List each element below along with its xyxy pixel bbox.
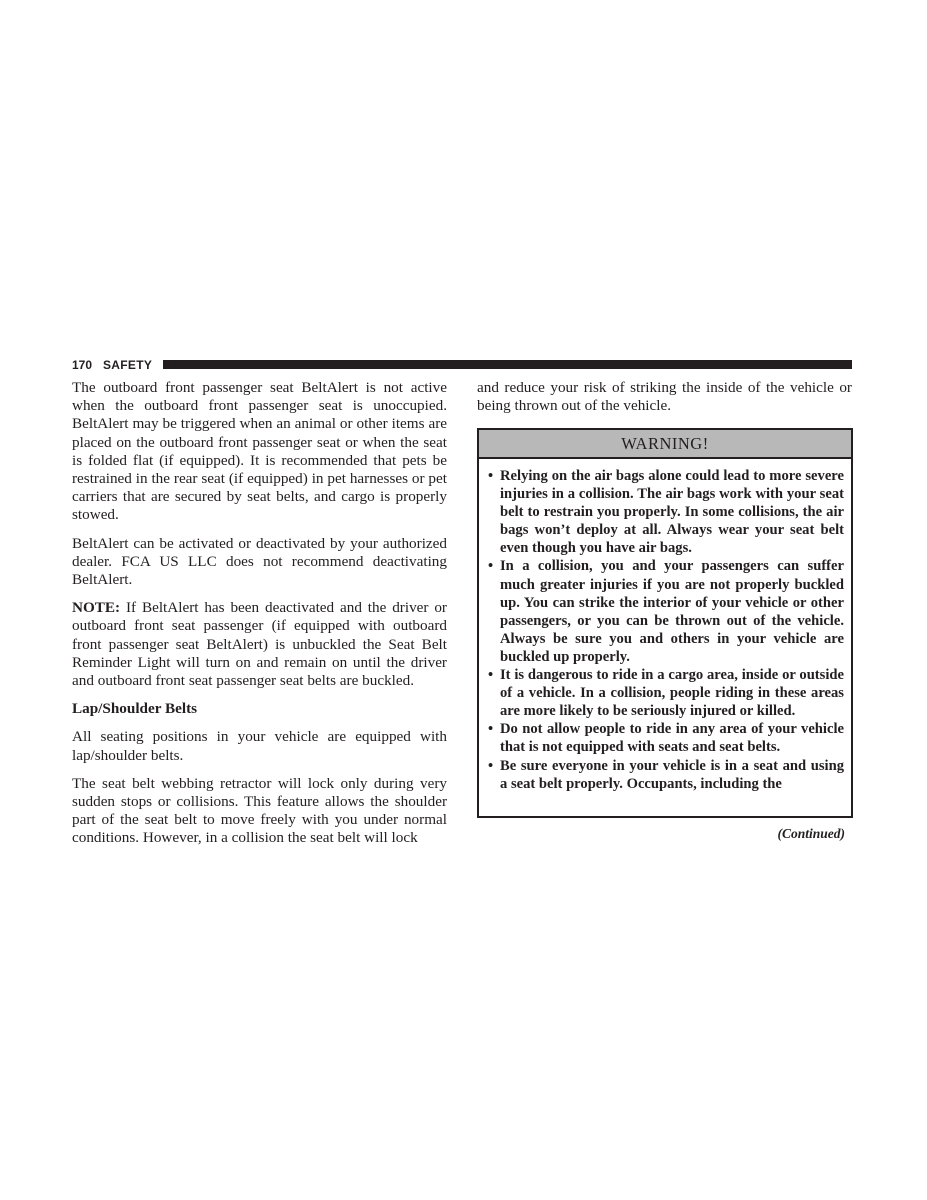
- note-text: If BeltAlert has been deactivated and the driver or outboard front seat passenger (if equipped with outboard front passenger seat BeltAlert) is unbuckled the Seat Belt Reminder Light will turn on and remain on until the driver and outboard front seat passenger seat belts are buckled.: [72, 599, 447, 690]
- beltalert-occupancy-paragraph: The outboard front passenger seat BeltAlert is not active when the outboard front passenger seat is unoccupied. BeltAlert may be triggered when an animal or other items are placed on the outboard front passenger seat or when the seat is folded flat (if equipped). It is recommended that pets be restrained in the rear seat (if equipped) in pet harnesses or pet carriers that are secured by seat belts, and cargo is properly stowed.: [72, 379, 447, 524]
- note-paragraph: [72, 599, 447, 690]
- warning-item: [488, 666, 844, 720]
- warning-item-text: Relying on the air bags alone could lead to more severe injuries in a collision. The air bags work with your seat belt to restrain you properly. In some collisions, the air bags won’t deploy at all. Always wear your seat belt even though you have air bags.: [500, 468, 844, 557]
- note-label: NOTE:: [72, 599, 121, 617]
- warning-item-text: It is dangerous to ride in a cargo area, inside or outside of a vehicle. In a collision, people riding in these areas are more likely to be seriously injured or killed.: [500, 667, 844, 720]
- retractor-paragraph: The seat belt webbing retractor will lock only during very sudden stops or collisions. This feature allows the shoulder part of the seat belt to move freely with you under normal conditions. However, in a collision the seat belt will lock: [72, 774, 447, 847]
- left-column: [72, 379, 447, 848]
- warning-title: WARNING!: [479, 430, 851, 459]
- right-column: [477, 379, 852, 415]
- warning-item-text: In a collision, you and your passengers can suffer much greater injuries if you are not properly buckled up. You can strike the interior of your vehicle or other passengers, or you can be thrown out of the vehicle. Always be sure you and others in your vehicle are buckled up properly.: [500, 558, 844, 665]
- warning-box: [477, 428, 853, 818]
- warning-item: [488, 557, 844, 666]
- bullet: •: [488, 667, 494, 684]
- bullet: •: [488, 721, 494, 738]
- warning-item-text: Be sure everyone in your vehicle is in a seat and using a seat belt properly. Occupants, including the: [500, 757, 844, 792]
- bullet: •: [488, 468, 494, 484]
- warning-item: [488, 757, 844, 793]
- bullet: •: [488, 757, 494, 774]
- page-header: [72, 358, 852, 372]
- warning-item-text: Do not allow people to ride in any area of your vehicle that is not equipped with seats and seat belts.: [500, 721, 844, 756]
- page-number: 170: [72, 358, 93, 372]
- seating-positions-paragraph: All seating positions in your vehicle are equipped with lap/shoulder belts.: [72, 728, 447, 764]
- warning-item: [488, 467, 844, 557]
- beltalert-dealer-paragraph: BeltAlert can be activated or deactivated by your authorized dealer. FCA US LLC does not recommend deactivating BeltAlert.: [72, 534, 447, 589]
- continuation-paragraph: and reduce your risk of striking the inside of the vehicle or being thrown out of the vehicle.: [477, 379, 852, 415]
- warning-list: [479, 459, 851, 793]
- lap-shoulder-belts-heading: Lap/Shoulder Belts: [72, 700, 198, 718]
- section-title: SAFETY: [103, 358, 153, 372]
- continued-label: (Continued): [777, 826, 845, 841]
- bullet: •: [488, 558, 494, 575]
- header-rule: [163, 360, 852, 369]
- warning-item: [488, 720, 844, 756]
